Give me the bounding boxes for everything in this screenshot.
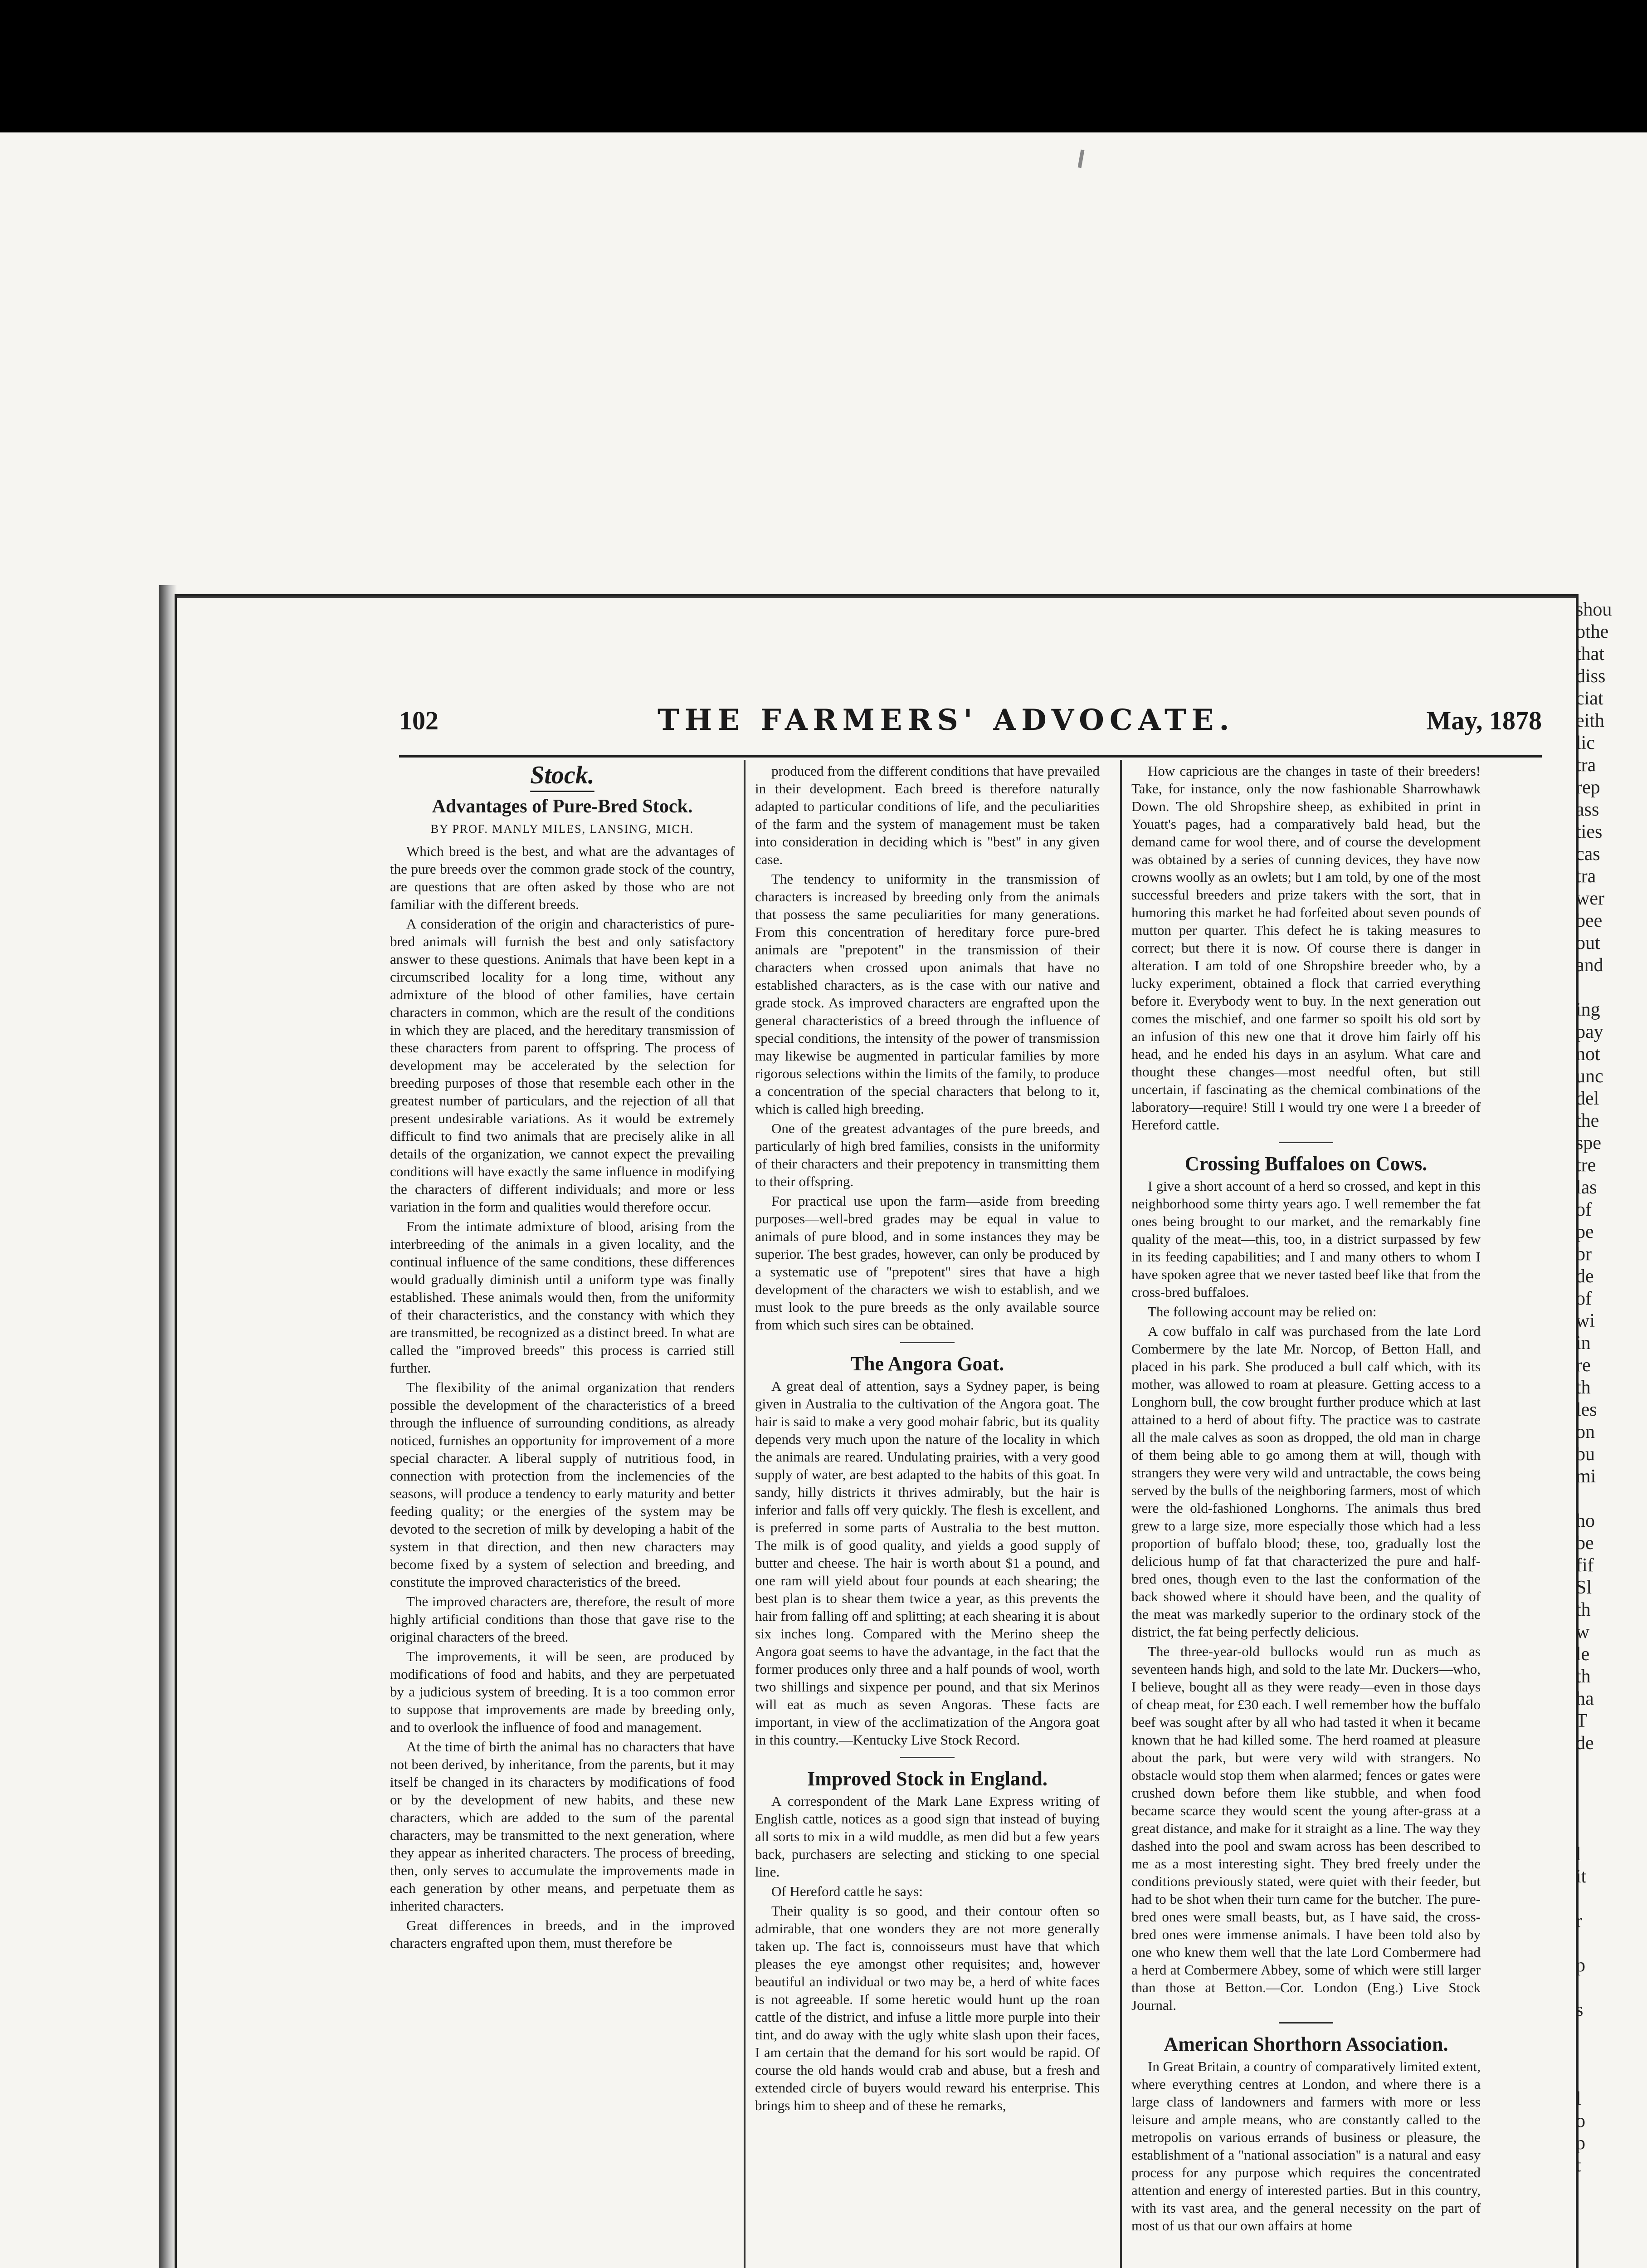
fragment-line: unc [1576,1066,1603,1087]
fragment-line: the [1576,1110,1599,1131]
fragment-line: diss [1576,666,1606,687]
fragment-line: de [1576,1266,1594,1287]
article-paragraph: A great deal of attention, says a Sydney paper, is being given in Australia to the cultivation of the Angora goat. The hair is said to make a very good mohair fabric, but its quality depends very much upon the nature of the locality in which the animals are reared. Undulating prairies, with a very good supply of water, are best adapted to the habits of this goat. In sandy, hilly districts it thrives admirably, but the hair is inferior and falls off very quickly. The flesh is excellent, and is preferred in some parts of Australia to the best mutton. The milk is of good quality, and yields a good supply of butter and cheese. The hair is worth about $1 a pound, and one ram will yield about four pounds at each shearing; the best plan is to shear them twice a year, as this prevents the hair from falling off and splitting; at each shearing it is about six inches long. Compared with the Merino sheep the Angora goat seems to have the advantage, in the fact that the former produces only three and a half pounds of wool, worth two shillings and sixpence per pound, and that six Merinos will eat as much as seven Angoras. These facts are important, in view of the acclimatization of the Angora goat in this country.—Kentucky Live Stock Record. [755,1378,1100,1748]
binding-shadow [159,585,177,2268]
column-2 [755,762,1100,2116]
article-title: American Shorthorn Association. [1164,2033,1448,2055]
fragment-line: bu [1576,1444,1595,1465]
fragment-line: th [1576,1666,1591,1687]
fragment-line: Sl [1576,1577,1592,1598]
fragment-line: pe [1576,1222,1594,1242]
article-paragraph: The flexibility of the animal organization that renders possible the development of the characteristics of a breed through the influence of surrounding conditions, as already noticed, furnishes an opportunity for improvement of a more special character. A liberal supply of nutritious food, in connection with protection from the inclemencies of the seasons, will produce a tendency to early maturity and better feeding quality; or the energies of the system may be devoted to the secretion of milk by developing a habit of the system in that direction, and then new characters may become fixed by a system of selection and breeding, and constitute the improved characteristics of the breed. [390,1379,735,1590]
fragment-line [1576,977,1647,999]
fragment-line [1576,1932,1647,1955]
fragment-line: p [1576,1955,1585,1976]
fragment-line: t [1576,2155,1581,2176]
fragment-line: that [1576,644,1604,665]
article-title: Improved Stock in England. [807,1768,1048,1790]
fragment-line: fif [1576,1555,1594,1576]
fragment-line: th [1576,1599,1591,1620]
section-separator [900,1757,955,1758]
fragment-line: out [1576,933,1600,953]
fragment-line [1576,2021,1647,2043]
article-paragraph: In Great Britain, a country of comparatively limited extent, where everything centres at London, and where there is a large class of landowners and farmers with more or less leisure and ample means, who are constantly called to the metropolis on various errands of business or pleasure, the establishment of a "national association" is a natural and easy process for any purpose which requires the concentrated attention and energy of interested parties. But in this country, with its vast area, and the general necessity on the part of most of us that our own affairs at home [1131,2058,1481,2234]
fragment-line: l [1576,2088,1581,2109]
fragment-line: in [1576,1333,1591,1354]
article-title: Crossing Buffaloes on Cows. [1184,1153,1428,1175]
fragment-line: s [1576,1999,1584,2020]
fragment-line: tra [1576,866,1596,887]
article-body [1131,1177,1481,2014]
article-paragraph: One of the greatest advantages of the pure breeds, and particularly of high bred families, consists in the uniformity of their characters and their prepotency in transmitting them to their offspring. [755,1120,1100,1189]
fragment-line: pay [1576,1022,1603,1042]
fragment-line: mi [1576,1466,1596,1487]
article-paragraph: The tendency to uniformity in the transmission of characters is increased by breeding only from the animals that possess the same peculiarities for many generations. From this concentration of hereditary force pure-bred animals are "prepotent" in the transmission of their characters when crossed upon animals that have no established characters, as is the case with our native and grade stock. As improved characters are engrafted upon the general characteristics of a breed through the influence of special conditions, the intensity of the power of transmission may likewise be augmented in particular families by more rigorous selections within the limits of the family, to produce a concentration of the special characters that belong to it, which is called high breeding. [755,871,1100,1117]
article-paragraph: Their quality is so good, and their contour often so admirable, that one wonders they are not more generally taken up. The fact is, connoisseurs must have that which pleases the eye amongst other requisites; and, however beautiful an individual or two may be, a herd of white faces is not agreeable. If some heretic would hunt up the roan cattle of the district, and infuse a little more purple into their tint, and do away with the ugly white slash upon their faces, I am certain that the demand for his sort would be rapid. Of course the old hands would crab and abuse, but a fresh and extended circle of buyers would reward his enterprise. This brings him to sheep and of these he remarks, [755,1903,1100,2113]
fragment-line: br [1576,1244,1592,1265]
article-paragraph: Which breed is the best, and what are the advantages of the pure breeds over the common grade stock of the country, are questions that are often asked by those who are not familiar with the different breeds. [390,843,735,912]
issue-date: May, 1878 [1426,706,1542,735]
article-paragraph: produced from the different conditions that have prevailed in their development. Each breed is therefore naturally adapted to particular conditions of life, and the peculiarities of the farm and the system of management must be taken into consideration in deciding which is "best" in any given case. [755,763,1100,867]
fragment-line: it [1576,1866,1587,1887]
fragment-line: shou [1576,599,1612,620]
fragment-line [1576,2066,1647,2088]
column-divider [1120,760,1122,2268]
fragment-line: and [1576,955,1603,976]
fragment-line: ciat [1576,688,1603,709]
fragment-line [1576,1977,1647,1999]
section-separator [1279,2022,1333,2024]
fragment-line: on [1576,1422,1595,1442]
fragment-line: wi [1576,1310,1595,1331]
fragment-line: del [1576,1088,1599,1109]
fragment-line [1576,1777,1647,1799]
section-separator [900,1342,955,1343]
article-paragraph: How capricious are the changes in taste of their breeders! Take, for instance, only the now fashionable Sharrowhawk Down. The old Shropshire sheep, as exhibited in print in Youatt's pages, had a comparatively bald head, but the demand came for wool there, and of course the development was obtained by a series of cunning devices, they have now crowns woolly as an owlets; but I am told, by one of the most successful breeders and prize takers with the sort, that in humoring this market he had forfeited about seven pounds of mutton per quarter. This defect he is taking measures to correct; but there it is now. Of course there is danger in alteration. I am told of one Shropshire breeder who, by a lucky experiment, obtained a flock that carried everything before it. Everybody went to buy. In the next generation out comes the mischief, and one farmer so spoilt his old sort by an infusion of this new one that it drove him fairly off his head, and he ended his days in an asylum. What care and thought these changes—most needful often, but still uncertain, if fascinating as the chemical combinations of the laboratory—require! Still I would try one were I a breeder of Hereford cattle. [1131,763,1481,1133]
column-1 [390,762,735,1954]
page-header [399,705,1542,755]
article-paragraph: A correspondent of the Mark Lane Express writing of English cattle, notices as a good sign that instead of buying all sorts to mix in a wild muddle, as men did but a few years back, purchasers are selecting and sticking to one special line. [755,1793,1100,1880]
fragment-line: spe [1576,1133,1601,1154]
article-paragraph: For practical use upon the farm—aside from breeding purposes—well-bred grades may be equal in value to animals of pure blood, and in some instances they may be superior. The best grades, however, can only be produced by a systematic use of "prepotent" sires that have a high development of the characters we wish to establish, and we must look to the pure breeds as the only available source from which such sires can be obtained. [755,1193,1100,1333]
fragment-line: re [1576,1355,1591,1376]
fragment-line [1576,1821,1647,1843]
article-paragraph: The following account may be relied on: [1148,1304,1377,1320]
fragment-line: p [1576,2133,1585,2154]
adjacent-page-fragment [1576,599,1647,2268]
fragment-line: ties [1576,821,1603,842]
article-paragraph: The improved characters are, therefore, the result of more highly artificial conditions than those that gave rise to the original characters of the breed. [390,1593,735,1645]
fragment-line: of [1576,1288,1592,1309]
article-body [1131,762,1481,1134]
fragment-line: ho [1576,1510,1595,1531]
fragment-line: ass [1576,799,1599,820]
article-paragraph: Of Hereford cattle he says: [771,1883,923,1899]
section-separator [1279,1142,1333,1143]
fragment-line: tra [1576,755,1596,776]
fragment-line: l [1576,1844,1581,1865]
article-paragraph: The improvements, it will be seen, are produced by modifications of food and habits, and they are perpetuated by a judicious system of breeding. It is a too common error to suppose that improvements are made by breeding only, and to overlook the influence of food and management. [390,1648,735,1735]
fragment-line: lic [1576,733,1595,753]
header-rule [399,755,1542,758]
fragment-line: bee [1576,910,1603,931]
fragment-line: th [1576,1377,1591,1398]
fragment-line: cas [1576,844,1600,865]
fragment-line: be [1576,1533,1594,1554]
article-body [755,1792,1100,2114]
fragment-line: not [1576,1044,1600,1065]
fragment-line [1576,1888,1647,1910]
fragment-line: rep [1576,777,1600,798]
article-paragraph: The three-year-old bullocks would run as much as seventeen hands high, and sold to the late Mr. Duckers—who, I believe, bought all as they were ready—even in those days of cheap meat, for £30 each. I well remember how the buffalo beef was sought after by all who had tasted it when it became known that he had killed some. The herd roamed at pleasure about the park, but were very wild with strangers. No obstacle would stop them when alarmed; fences or gates were crushed down before them like stubble, and when food became scarce they would scent the young after-grass at a great distance, and make for it straight as a line. The way they dashed into the pool and swam across has been described to me as a most interesting sight. They bred freely under the conditions previously stated, were quiet with their feeder, but had to be shot when their turn came for the butcher. The pure-bred ones were small beasts, but, as I have said, the cross-bred ones were immense animals. I have been told also by one who knew them well that the late Lord Combermere had a herd at Combermere Abbey, some of which were still larger than those at Betton.—Cor. London (Eng.) Live Stock Journal. [1131,1643,1481,2013]
fragment-line: eith [1576,710,1604,731]
article-paragraph: I give a short account of a herd so crossed, and kept in this neighborhood some thirty years ago. I well remember the fat ones being brought to our market, and the remarkably fine quality of the meat—this, too, in a district surpassed by few in its feeding capabilities; and I and many others to whom I have spoken agree that we never tasted beef like that from the cross-bred buffaloes. [1131,1178,1481,1300]
fragment-line: tre [1576,1155,1596,1176]
article-paragraph: A cow buffalo in calf was purchased from the late Lord Combermere by the late Mr. Norcop, of Betton Hall, and placed in his park. She produced a bull calf which, with its mother, was allowed to roam at pleasure. Getting access to a Longhorn bull, the cow brought further produce which at last attained to a herd of about fifty. The practice was to castrate all the male calves as soon as dropped, the old man in charge of them being able to go among them at will, though with strangers they were very wild and untractable, the cows being served by the bulls of the neighboring farmers, most of which were the old-fashioned Longhorns. The animals thus bred grew to a large size, more especially those which had a less proportion of buffalo blood; these, too, gradually lost the delicious hump of fat that characterized the pure and half-bred ones, though even to the last the conformation of the back showed where it should have been, and the quality of the meat was markedly superior to the ordinary stock of the district, the fat being perfectly delicious. [1131,1323,1481,1640]
fragment-line: les [1576,1399,1597,1420]
fragment-line [1576,1755,1647,1777]
fragment-line: w [1576,1622,1590,1642]
fragment-line [1576,1799,1647,1821]
article-body [390,842,735,1952]
masthead-title: THE FARMERS' ADVOCATE. [658,703,1235,737]
article-byline: BY PROF. MANLY MILES, LANSING, MICH. [430,822,694,836]
department-heading: Stock. [530,761,594,789]
fragment-line [1576,2043,1647,2066]
fragment-line: of [1576,1199,1592,1220]
fragment-line: le [1576,1644,1590,1665]
fragment-line: las [1576,1177,1597,1198]
article-title: The Angora Goat. [850,1353,1004,1375]
fragment-line: T [1576,1711,1588,1731]
fragment-line: ha [1576,1688,1594,1709]
article-paragraph: A consideration of the origin and characteristics of pure-bred animals will furnish the best and only satisfactory answer to these questions. Animals that have been kept in a circumscribed locality for a long time, without any admixture of the blood of other families, have certain characters in common, which are the result of the conditions in which they are placed, and the hereditary transmission of these characters from parent to offspring. The process of development may be accelerated by the selection for breeding purposes of those that resemble each other in the greatest number of particulars, and the rejection of all that present undesirable variations. As it would be extremely difficult to find two animals that are precisely alike in all details of the organization, we cannot expect the prevailing conditions will have exactly the same influence in modifying the characters of different individuals; and more or less variation in the form and qualities would therefore occur. [390,916,735,1215]
article-paragraph: Great differences in breeds, and in the improved characters engrafted upon them, must therefore be [390,1917,735,1951]
fragment-line: r [1576,1911,1582,1931]
article-title: Advantages of Pure-Bred Stock. [432,796,693,817]
fragment-line: o [1576,2111,1585,2131]
column-3 [1131,762,1481,2236]
fragment-line: de [1576,1733,1594,1754]
fragment-line: ing [1576,999,1600,1020]
article-paragraph: At the time of birth the animal has no characters that have not been derived, by inheritance, from the parents, but it may itself be changed in its characters by modifications of food or by the development of new habits, and these new characters, which are added to the sum of the parental characters, may be transmitted to the next generation, where they appear as inherited characters. The process of breeding, then, only serves to accumulate the improvements made in each generation by other means, and perpetuate them as inherited characters. [390,1739,735,1914]
fragment-line: othe [1576,621,1609,642]
article-body [755,762,1100,1334]
page-number: 102 [399,706,439,735]
fragment-line: wer [1576,888,1604,909]
column-divider [744,760,746,2268]
article-paragraph: From the intimate admixture of blood, arising from the interbreeding of the animals in a given locality, and the continual influence of the same conditions, these differences would gradually diminish until a uniform type was finally established. These animals would then, from the uniformity of their characteristics, and the constancy with which they are transmitted, be recognized as a distinct breed. In what are called the "improved breeds" this process is carried still further. [390,1218,735,1376]
fragment-line [1576,1488,1647,1510]
